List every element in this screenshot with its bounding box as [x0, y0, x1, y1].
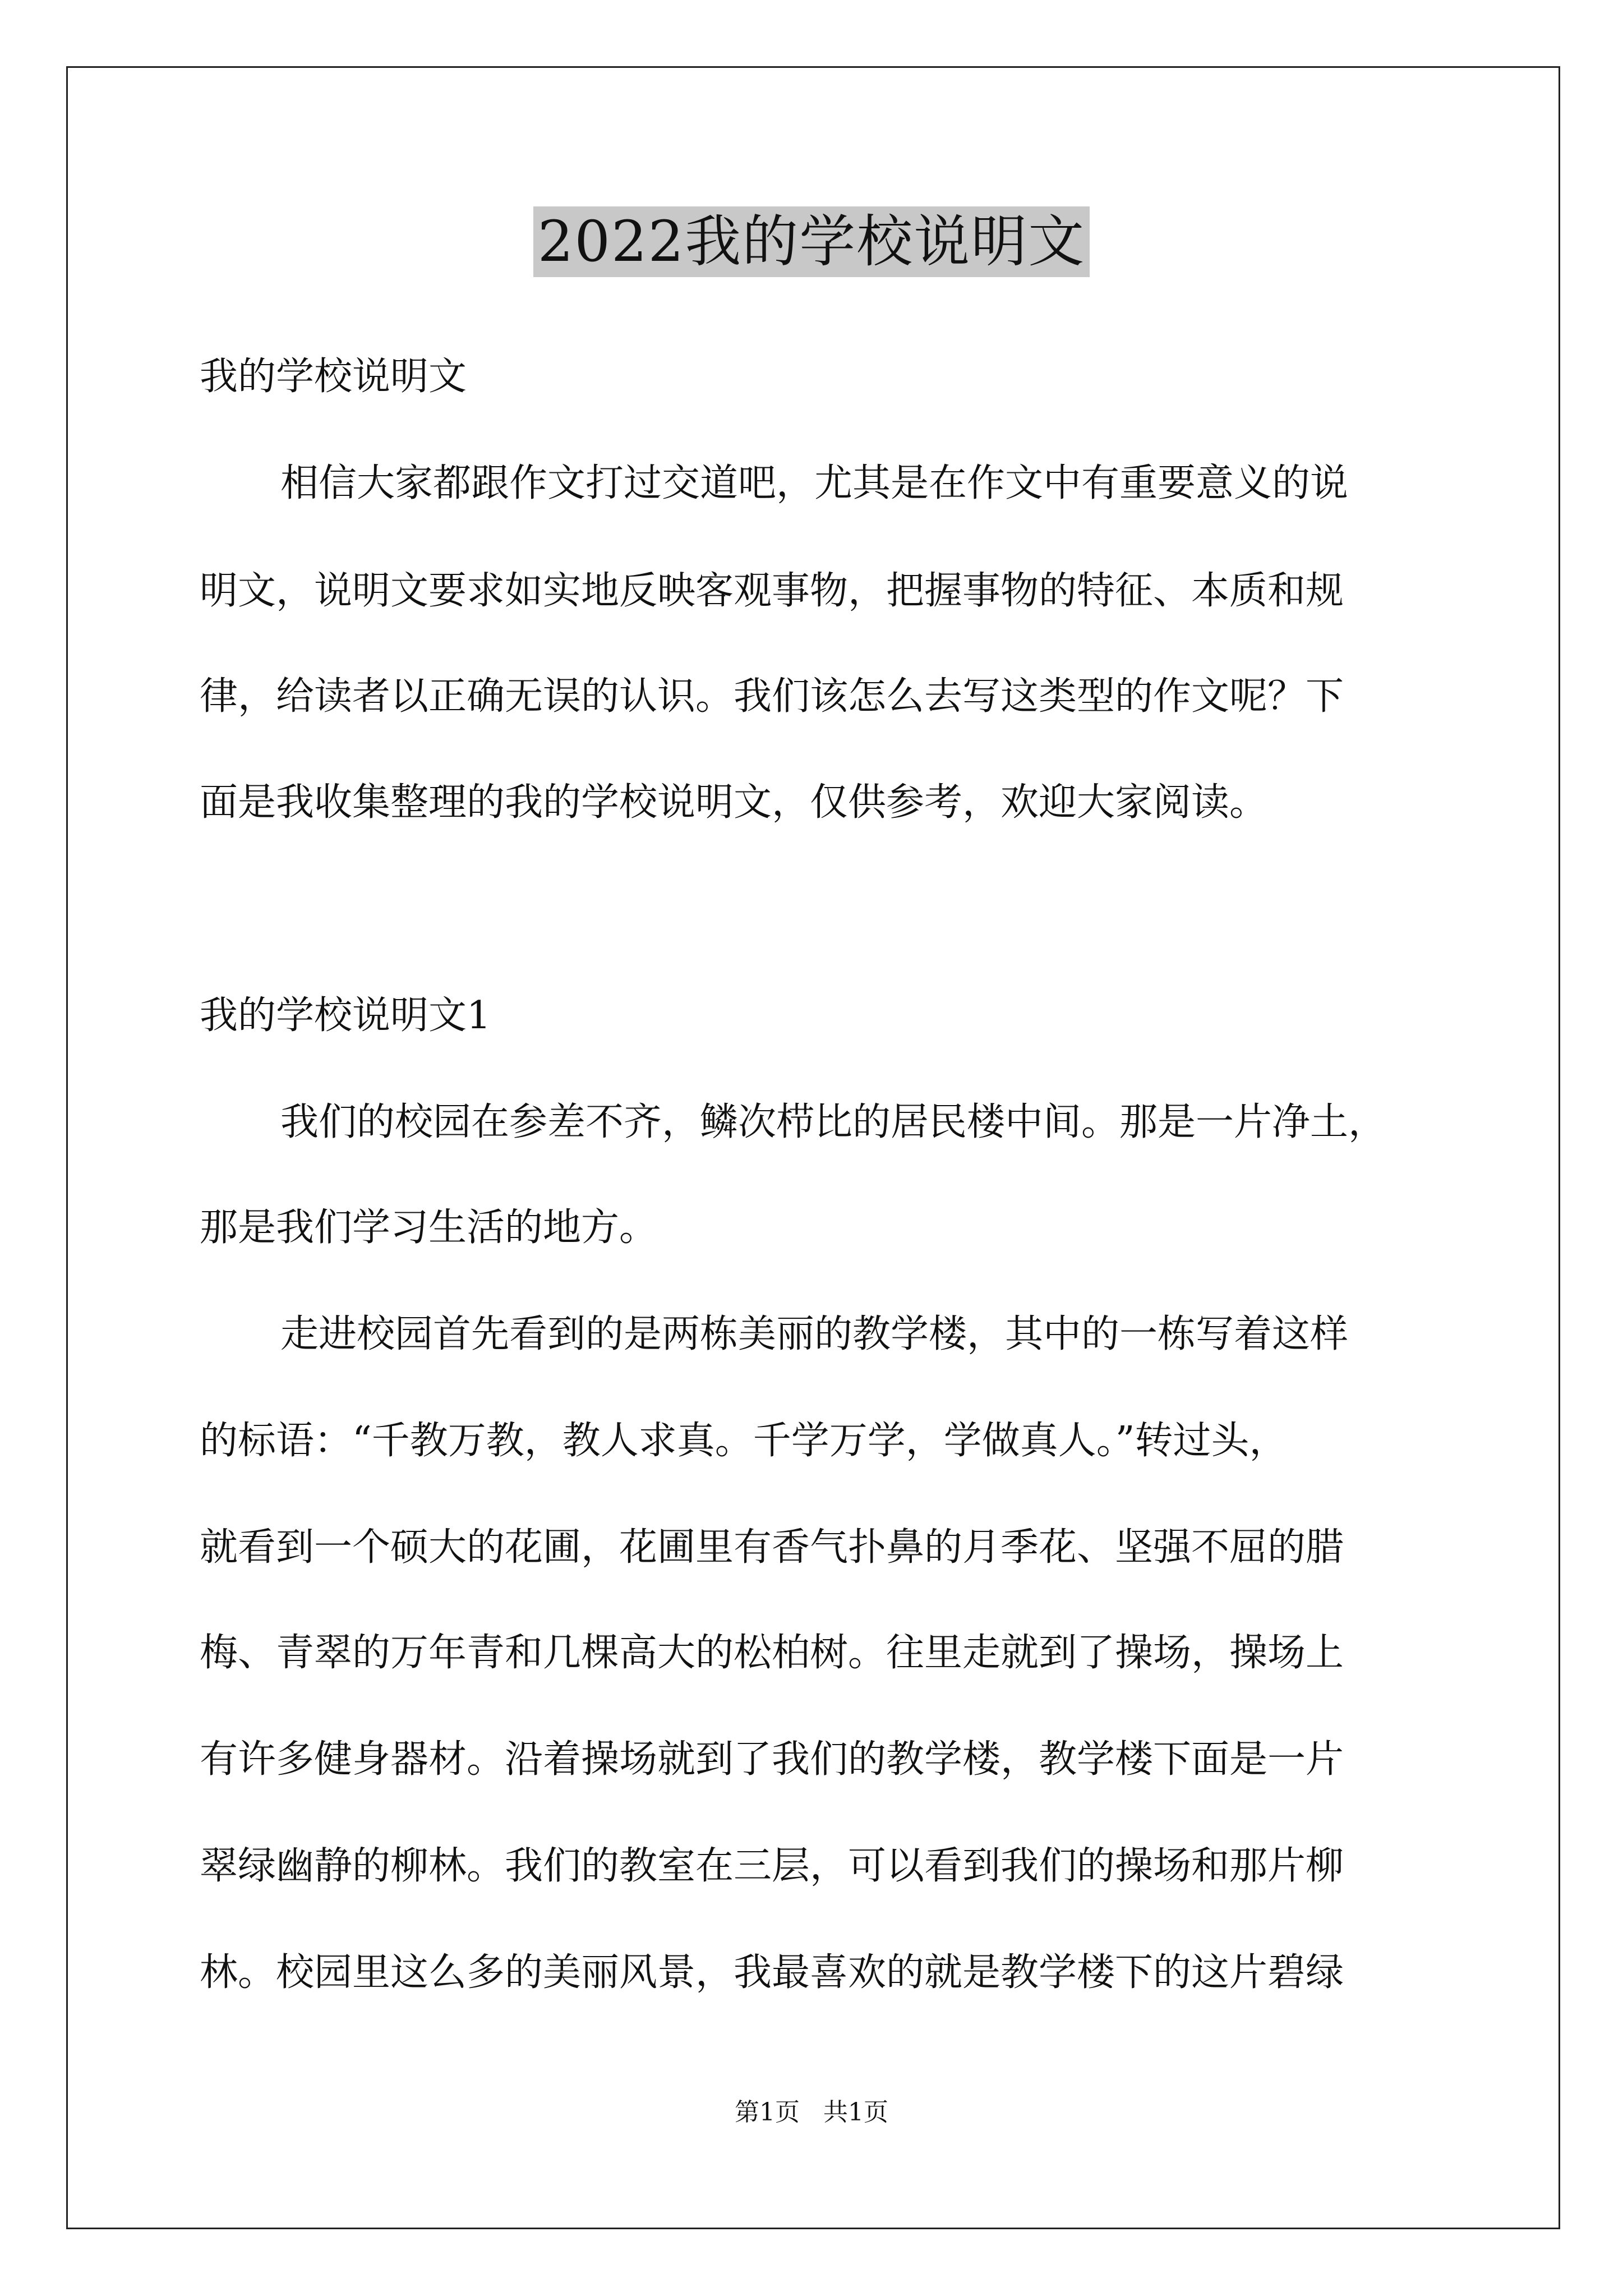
- document-heading: 我的学校说明文: [200, 355, 467, 399]
- para2-line-6: 翠绿幽静的柳林。我们的教室在三层，可以看到我们的操场和那片柳: [200, 1844, 1344, 1888]
- para2-line-5: 有许多健身器材。沿着操场就到了我们的教学楼，教学楼下面是一片: [200, 1737, 1344, 1782]
- document-title: 2022我的学校说明文: [533, 206, 1090, 277]
- intro-line-3: 律，给读者以正确无误的认识。我们该怎么去写这类型的作文呢？下: [200, 674, 1344, 719]
- para2-line-1: 走进校园首先看到的是两栋美丽的教学楼，其中的一栋写着这样: [280, 1312, 1349, 1356]
- para2-line-4: 梅、青翠的万年青和几棵高大的松柏树。往里走就到了操场，操场上: [200, 1631, 1344, 1675]
- intro-line-4: 面是我收集整理的我的学校说明文，仅供参考，欢迎大家阅读。: [200, 780, 1268, 825]
- para1-line-1: 我们的校园在参差不齐，鳞次栉比的居民楼中间。那是一片净土，: [280, 1100, 1387, 1144]
- para2-line-3: 就看到一个硕大的花圃，花圃里有香气扑鼻的月季花、坚强不屈的腊: [200, 1525, 1344, 1570]
- page-number: 第1页: [735, 2098, 800, 2127]
- intro-line-1: 相信大家都跟作文打过交道吧，尤其是在作文中有重要意义的说: [280, 461, 1349, 505]
- para2-line-7: 林。校园里这么多的美丽风景，我最喜欢的就是教学楼下的这片碧绿: [200, 1950, 1344, 1995]
- intro-line-2: 明文，说明文要求如实地反映客观事物，把握事物的特征、本质和规: [200, 569, 1344, 613]
- page-total: 共1页: [823, 2098, 888, 2127]
- page-footer: [0, 2097, 1623, 2128]
- title-container: [0, 206, 1623, 277]
- para2-line-2: 的标语：“千教万教，教人求真。千学万学，学做真人。”转过头，: [200, 1419, 1288, 1463]
- para1-line-2: 那是我们学习生活的地方。: [200, 1205, 658, 1250]
- section-heading: 我的学校说明文1: [200, 993, 491, 1038]
